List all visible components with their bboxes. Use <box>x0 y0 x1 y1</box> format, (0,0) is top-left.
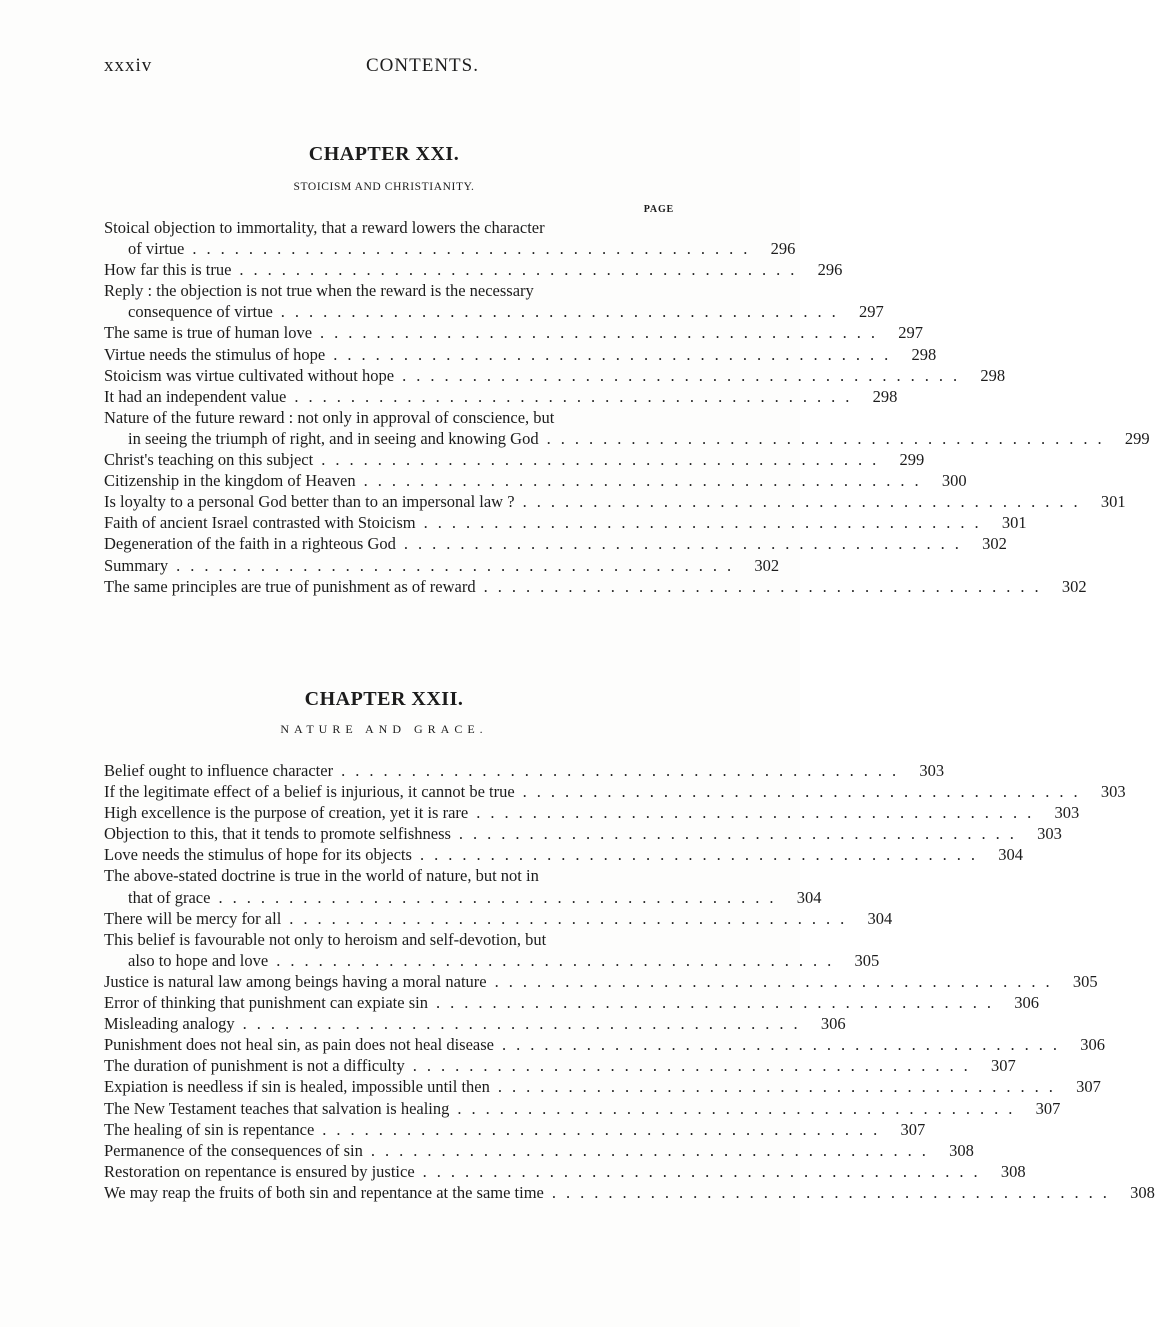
contents-entry <box>104 555 780 576</box>
dot-leader: ........................................ <box>422 1161 988 1181</box>
entry-text: Permanence of the consequences of sin <box>104 1140 363 1160</box>
contents-entry <box>104 365 1006 386</box>
entry-page-number: 304 <box>796 887 822 907</box>
entry-line <box>104 929 664 950</box>
entry-line <box>104 1140 974 1161</box>
entry-text: The healing of sin is repentance <box>104 1119 315 1139</box>
entry-page-number: 296 <box>770 239 796 259</box>
entry-line <box>104 491 1126 512</box>
dot-leader: ........................................ <box>321 450 887 470</box>
dot-leader: ........................................ <box>522 782 1088 802</box>
entry-line <box>104 386 898 407</box>
entry-page-number: 302 <box>1061 576 1087 596</box>
entry-text: The duration of punishment is not a difficulty <box>104 1056 405 1076</box>
entry-page-number: 307 <box>900 1119 926 1139</box>
entry-text: The same is true of human love <box>104 323 313 343</box>
contents-entry <box>104 470 967 491</box>
contents-entry <box>104 491 1126 512</box>
entry-page-number: 302 <box>754 555 780 575</box>
entry-line <box>104 971 1098 992</box>
contents-entry <box>104 844 1023 865</box>
entry-text: How far this is true <box>104 260 232 280</box>
entry-text: Reply : the objection is not true when the reward is the necessary <box>104 281 534 301</box>
entry-line <box>104 1161 1026 1182</box>
dot-leader: ........................................ <box>501 1035 1067 1055</box>
entry-text: There will be mercy for all <box>104 908 282 928</box>
entry-page-number: 298 <box>980 365 1006 385</box>
entry-page-number: 306 <box>1014 993 1039 1013</box>
entry-line <box>104 802 1080 823</box>
contents-entry <box>104 992 1039 1013</box>
entry-text: High excellence is the purpose of creation, yet it is rare <box>104 803 469 823</box>
dot-leader: ........................................ <box>192 239 758 259</box>
dot-leader: ........................................ <box>363 471 929 491</box>
entry-line <box>104 238 796 259</box>
dot-leader: ........................................ <box>423 513 989 533</box>
entry-text: Expiation is needless if sin is healed, impossible until then <box>104 1077 490 1097</box>
contents-entry <box>104 386 898 407</box>
chapter-title: CHAPTER XXI. <box>308 143 460 165</box>
entry-line <box>104 576 1087 597</box>
entry-text: Misleading analogy <box>104 1014 235 1034</box>
entry-text: Faith of ancient Israel contrasted with Stoicism <box>104 513 416 533</box>
entry-text: Stoical objection to immortality, that a reward lowers the character <box>104 218 545 237</box>
entry-line <box>104 1119 926 1140</box>
contents-list <box>104 760 1155 1203</box>
page-number: xxxiv <box>104 55 153 76</box>
entry-page-number: 306 <box>1080 1035 1105 1055</box>
contents-entry <box>104 802 1080 823</box>
entry-text: Belief ought to influence character <box>104 761 334 780</box>
entry-text: The above-stated doctrine is true in the world of nature, but not in <box>104 866 539 886</box>
contents-entry <box>104 1034 1105 1055</box>
entry-page-number: 303 <box>1037 824 1062 844</box>
entry-page-number: 297 <box>898 323 924 343</box>
entry-line <box>104 533 1007 554</box>
entry-text: Is loyalty to a personal God better than to an impersonal law ? <box>104 492 515 512</box>
entry-text: Summary <box>104 555 169 575</box>
entry-line <box>104 365 1006 386</box>
entry-page-number: 304 <box>998 845 1023 865</box>
contents-entry <box>104 1013 846 1034</box>
entry-page-number: 298 <box>911 344 937 364</box>
contents-entry <box>104 449 925 470</box>
entry-page-number: 305 <box>854 950 880 970</box>
contents-entry <box>104 259 843 280</box>
entry-text: that of grace <box>128 887 211 907</box>
entry-line <box>104 823 1062 844</box>
entry-line <box>104 1182 1155 1203</box>
entry-line <box>104 449 925 470</box>
contents-entry <box>104 322 924 343</box>
contents-entry <box>104 760 945 781</box>
entry-line <box>104 950 880 971</box>
entry-text: Punishment does not heal sin, as pain does not heal disease <box>104 1035 494 1055</box>
entry-text: Objection to this, that it tends to promote selfishness <box>104 824 451 844</box>
entry-text: Justice is natural law among beings having a moral nature <box>104 971 487 991</box>
contents-entry <box>104 512 1027 533</box>
entry-text: The New Testament teaches that salvation is healing <box>104 1098 450 1118</box>
entry-text: Citizenship in the kingdom of Heaven <box>104 471 356 491</box>
contents-entry <box>104 1055 1016 1076</box>
entry-text: This belief is favourable not only to heroism and self-devotion, but <box>104 929 547 949</box>
dot-leader: ........................................ <box>494 971 1060 991</box>
entry-line <box>104 428 1150 449</box>
entry-line <box>104 217 664 238</box>
contents-entry <box>104 1098 1061 1119</box>
contents-entry <box>104 865 822 907</box>
dot-leader: ........................................ <box>412 1056 978 1076</box>
entry-page-number: 303 <box>1054 803 1080 823</box>
entry-text: consequence of virtue <box>128 302 273 322</box>
chapter-subtitle: STOICISM AND CHRISTIANITY. <box>293 181 475 193</box>
dot-leader: ........................................ <box>322 1119 888 1139</box>
entry-line <box>104 760 945 781</box>
dot-leader: ........................................ <box>176 555 742 575</box>
entry-line <box>104 1076 1101 1097</box>
entry-line <box>104 280 664 301</box>
entry-page-number: 307 <box>1035 1098 1061 1118</box>
contents-entry <box>104 823 1062 844</box>
entry-line <box>104 844 1023 865</box>
dot-leader: ........................................ <box>289 908 855 928</box>
chapter-subtitle: NATURE AND GRACE. <box>280 722 488 736</box>
entry-line <box>104 1034 1105 1055</box>
dot-leader: ........................................ <box>403 534 969 554</box>
entry-page-number: 306 <box>820 1014 846 1034</box>
contents-entry <box>104 1140 974 1161</box>
entry-page-number: 297 <box>859 302 884 322</box>
entry-page-number: 308 <box>1000 1161 1026 1181</box>
contents-list <box>104 217 1150 597</box>
entry-line <box>104 865 664 886</box>
entry-text: of virtue <box>128 239 185 259</box>
dot-leader: ........................................ <box>435 993 1001 1013</box>
entry-page-number: 296 <box>817 260 843 280</box>
dot-leader: ........................................ <box>239 260 805 280</box>
entry-page-number: 304 <box>867 908 893 928</box>
contents-entry <box>104 407 1150 449</box>
entry-text: Error of thinking that punishment can expiate sin <box>104 993 428 1013</box>
entry-page-number: 307 <box>991 1056 1016 1076</box>
entry-text: Nature of the future reward : not only in approval of conscience, but <box>104 407 555 427</box>
dot-leader: ........................................ <box>497 1077 1063 1097</box>
dot-leader: ........................................ <box>551 1182 1117 1202</box>
contents-entry <box>104 217 796 259</box>
dot-leader: ........................................ <box>402 365 968 385</box>
dot-leader: ........................................ <box>242 1014 808 1034</box>
dot-leader: ........................................ <box>483 576 1049 596</box>
dot-leader: ........................................ <box>370 1140 936 1160</box>
entry-page-number: 303 <box>1100 782 1126 802</box>
entry-page-number: 301 <box>1100 492 1126 512</box>
entry-text: in seeing the triumph of right, and in seeing and knowing God <box>128 428 539 448</box>
entry-line <box>104 344 937 365</box>
entry-page-number: 300 <box>941 471 967 491</box>
contents-entry <box>104 533 1007 554</box>
chapter-21 <box>104 143 1150 597</box>
dot-leader: ........................................ <box>522 492 1088 512</box>
running-title: CONTENTS. <box>366 55 479 76</box>
entry-text: If the legitimate effect of a belief is injurious, it cannot be true <box>104 782 515 802</box>
dot-leader: ........................................ <box>546 428 1112 448</box>
contents-entry <box>104 1161 1026 1182</box>
contents-entry <box>104 1182 1155 1203</box>
dot-leader: ........................................ <box>419 845 985 865</box>
contents-entry <box>104 971 1098 992</box>
contents-entry <box>104 280 884 322</box>
entry-line <box>104 1055 1016 1076</box>
entry-page-number: 301 <box>1001 513 1027 533</box>
entry-text: Degeneration of the faith in a righteous God <box>104 534 396 554</box>
entry-text: also to hope and love <box>128 950 269 970</box>
entry-text: Virtue needs the stimulus of hope <box>104 344 326 364</box>
dot-leader: ........................................ <box>280 302 846 322</box>
contents-entry <box>104 929 880 971</box>
dot-leader: ........................................ <box>320 323 886 343</box>
entry-line <box>104 908 893 929</box>
running-head <box>104 55 704 85</box>
contents-entry <box>104 781 1126 802</box>
entry-text: Christ's teaching on this subject <box>104 450 314 470</box>
dot-leader: ........................................ <box>276 950 842 970</box>
chapter-22 <box>104 688 1155 1203</box>
entry-line <box>104 301 884 322</box>
entry-page-number: 298 <box>872 386 898 406</box>
dot-leader: ........................................ <box>218 887 784 907</box>
entry-page-number: 305 <box>1072 971 1098 991</box>
entry-page-number: 299 <box>899 450 925 470</box>
entry-page-number: 308 <box>1130 1182 1155 1202</box>
dot-leader: ........................................ <box>457 1098 1023 1118</box>
entry-page-number: 308 <box>949 1140 974 1160</box>
dot-leader: ........................................ <box>458 824 1024 844</box>
entry-line <box>104 322 924 343</box>
entry-line <box>104 407 664 428</box>
contents-entry <box>104 1119 926 1140</box>
dot-leader: ........................................ <box>476 803 1042 823</box>
entry-page-number: 307 <box>1076 1077 1101 1097</box>
contents-entry <box>104 344 937 365</box>
entry-text: Stoicism was virtue cultivated without hope <box>104 365 395 385</box>
entry-text: We may reap the fruits of both sin and repentance at the same time <box>104 1182 544 1202</box>
entry-page-number: 303 <box>919 761 945 780</box>
entry-line <box>104 555 780 576</box>
page-column-heading: PAGE <box>643 204 674 215</box>
contents-entry <box>104 908 893 929</box>
chapter-title: CHAPTER XXII. <box>304 688 464 710</box>
entry-text: Love needs the stimulus of hope for its objects <box>104 845 412 865</box>
entry-text: The same principles are true of punishment as of reward <box>104 576 476 596</box>
entry-line <box>104 470 967 491</box>
entry-line <box>104 259 843 280</box>
contents-entry <box>104 576 1087 597</box>
entry-line <box>104 992 1039 1013</box>
contents-entry <box>104 1076 1101 1097</box>
entry-text: It had an independent value <box>104 386 287 406</box>
entry-page-number: 302 <box>982 534 1007 554</box>
dot-leader: ........................................ <box>341 761 907 780</box>
entry-line <box>104 1098 1061 1119</box>
entry-line <box>104 1013 846 1034</box>
entry-line <box>104 781 1126 802</box>
dot-leader: ........................................ <box>294 386 860 406</box>
entry-line <box>104 512 1027 533</box>
entry-page-number: 299 <box>1124 428 1150 448</box>
dot-leader: ........................................ <box>333 344 899 364</box>
entry-line <box>104 887 822 908</box>
entry-text: Restoration on repentance is ensured by justice <box>104 1161 415 1181</box>
